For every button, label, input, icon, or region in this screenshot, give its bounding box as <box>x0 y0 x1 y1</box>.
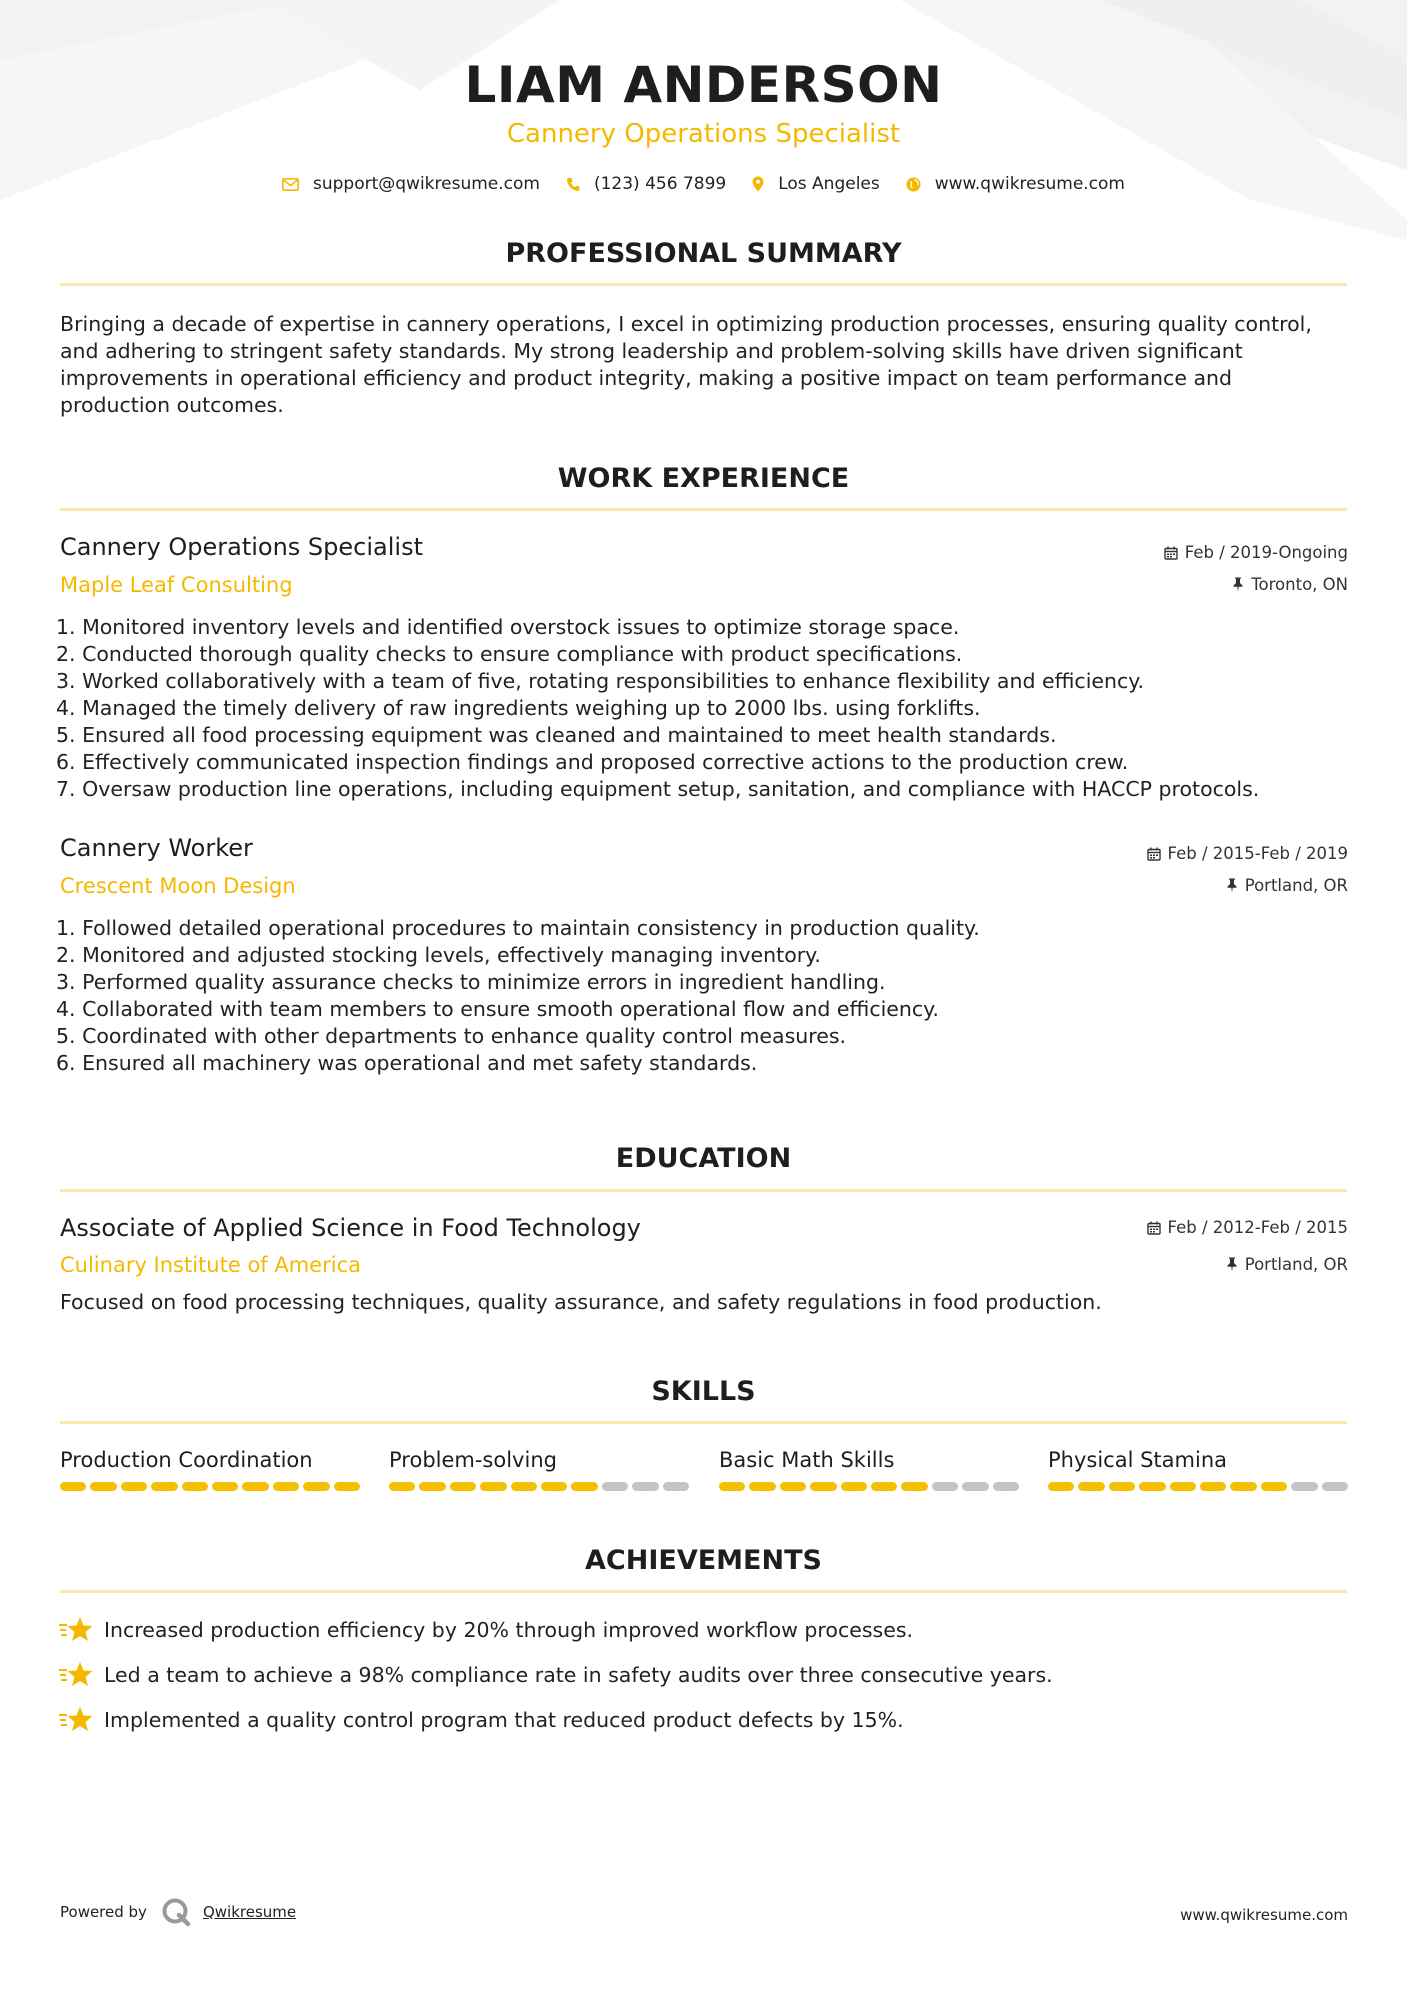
pushpin-icon <box>1226 1257 1238 1272</box>
education-dates <box>1147 1218 1348 1237</box>
summary-divider <box>60 283 1347 286</box>
footer-website[interactable]: www.qwikresume.com <box>1180 1906 1348 1924</box>
skill-dot-filled <box>810 1482 836 1491</box>
contact-website[interactable] <box>906 174 1125 194</box>
skill-dot-filled <box>90 1482 116 1491</box>
experience-heading: WORK EXPERIENCE <box>557 463 850 494</box>
skill-dot-filled <box>1109 1482 1135 1491</box>
education-dates-text: Feb / 2012-Feb / 2015 <box>1167 1218 1348 1237</box>
skill-name: Basic Math Skills <box>719 1448 895 1472</box>
website-text: www.qwikresume.com <box>934 174 1125 194</box>
job-dates-text: Feb / 2019-Ongoing <box>1184 543 1348 562</box>
skill-item <box>1048 1448 1348 1491</box>
skill-dot-filled <box>1200 1482 1226 1491</box>
contact-email[interactable] <box>282 174 540 194</box>
job-responsibilities <box>56 614 1259 803</box>
list-item: 3. Worked collaboratively with a team of five, rotating responsibilities to enhance flexibility and efficiency. <box>56 669 1145 693</box>
summary-line: Bringing a decade of expertise in cannery operations, I excel in optimizing production processes, ensuring quality control, <box>60 312 1312 336</box>
achievement-item <box>58 1660 1053 1690</box>
powered-by-label: Powered by <box>60 1903 147 1921</box>
skill-dot-empty <box>1291 1482 1317 1491</box>
email-text: support@qwikresume.com <box>313 174 540 194</box>
achievement-item <box>58 1615 913 1645</box>
skill-dot-empty <box>632 1482 658 1491</box>
job-dates-text: Feb / 2015-Feb / 2019 <box>1167 844 1348 863</box>
skill-item <box>60 1448 360 1491</box>
skill-item <box>389 1448 689 1491</box>
skill-level-meter <box>1048 1482 1348 1491</box>
skills-heading: SKILLS <box>651 1376 756 1407</box>
experience-divider <box>60 508 1347 511</box>
achievement-text: Led a team to achieve a 98% compliance rate in safety audits over three consecutive years. <box>104 1663 1053 1687</box>
skill-dot-filled <box>571 1482 597 1491</box>
phone-text: (123) 456 7899 <box>593 174 727 194</box>
job-dates <box>1147 844 1348 863</box>
summary-heading: PROFESSIONAL SUMMARY <box>505 238 902 269</box>
pushpin-icon <box>1226 878 1238 893</box>
calendar-icon <box>1164 546 1178 560</box>
skill-dot-empty <box>932 1482 958 1491</box>
phone-icon <box>566 177 580 192</box>
qwikresume-logo-icon <box>161 1897 191 1927</box>
skill-dot-filled <box>389 1482 415 1491</box>
list-item: 1. Followed detailed operational procedures to maintain consistency in production quality. <box>56 916 980 940</box>
qwikresume-link[interactable]: Qwikresume <box>202 1903 297 1921</box>
education-location <box>1226 1255 1348 1274</box>
skill-dot-filled <box>841 1482 867 1491</box>
location-text: Los Angeles <box>778 174 880 194</box>
achievements-divider <box>60 1590 1347 1593</box>
skill-dot-filled <box>450 1482 476 1491</box>
job-title: Cannery Operations Specialist <box>60 533 423 561</box>
skill-name: Problem-solving <box>389 1448 557 1472</box>
star-icon <box>58 1660 94 1690</box>
footer-powered-by <box>60 1897 296 1927</box>
skill-level-meter <box>60 1482 360 1491</box>
job-dates <box>1164 543 1348 562</box>
education-divider <box>60 1189 1347 1192</box>
summary-text <box>60 311 1350 419</box>
map-pin-icon <box>752 176 764 192</box>
star-icon <box>58 1615 94 1645</box>
skill-dot-filled <box>121 1482 147 1491</box>
contact-location <box>752 174 880 194</box>
skill-dot-filled <box>719 1482 745 1491</box>
education-location-text: Portland, OR <box>1244 1255 1348 1274</box>
skill-level-meter <box>719 1482 1019 1491</box>
achievements-heading: ACHIEVEMENTS <box>585 1545 822 1576</box>
skill-dot-filled <box>901 1482 927 1491</box>
globe-icon <box>906 177 921 192</box>
school-name: Culinary Institute of America <box>60 1253 361 1277</box>
skill-dot-filled <box>871 1482 897 1491</box>
skill-dot-filled <box>1048 1482 1074 1491</box>
skill-dot-empty <box>602 1482 628 1491</box>
achievement-text: Increased production efficiency by 20% through improved workflow processes. <box>104 1618 914 1642</box>
list-item: 2. Conducted thorough quality checks to ensure compliance with product specifications. <box>56 642 963 666</box>
skill-dot-filled <box>780 1482 806 1491</box>
skill-dot-empty <box>1322 1482 1348 1491</box>
skill-dot-filled <box>334 1482 360 1491</box>
skill-dot-empty <box>962 1482 988 1491</box>
skill-dot-filled <box>212 1482 238 1491</box>
skills-divider <box>60 1421 1347 1424</box>
list-item: 1. Monitored inventory levels and identified overstock issues to optimize storage space. <box>56 615 960 639</box>
job-location <box>1226 876 1348 895</box>
skill-dot-empty <box>663 1482 689 1491</box>
list-item: 7. Oversaw production line operations, including equipment setup, sanitation, and compliance with HACCP protocols. <box>56 777 1260 801</box>
star-icon <box>58 1705 94 1735</box>
skill-name: Production Coordination <box>60 1448 313 1472</box>
job-responsibilities <box>56 915 980 1077</box>
skill-dot-filled <box>242 1482 268 1491</box>
list-item: 4. Collaborated with team members to ensure smooth operational flow and efficiency. <box>56 997 939 1021</box>
skill-dot-filled <box>1230 1482 1256 1491</box>
job-title: Cannery Worker <box>60 834 253 862</box>
skill-dot-filled <box>1078 1482 1104 1491</box>
job-location-text: Portland, OR <box>1244 876 1348 895</box>
summary-line: and adhering to stringent safety standards. My strong leadership and problem-solving skills have driven significant <box>60 339 1243 363</box>
skill-level-meter <box>389 1482 689 1491</box>
skill-name: Physical Stamina <box>1048 1448 1228 1472</box>
candidate-name: LIAM ANDERSON <box>464 56 943 114</box>
skill-dot-filled <box>511 1482 537 1491</box>
pushpin-icon <box>1232 577 1244 592</box>
list-item: 6. Ensured all machinery was operational and met safety standards. <box>56 1051 758 1075</box>
skill-dot-filled <box>1261 1482 1287 1491</box>
contact-bar <box>0 172 1407 196</box>
skill-dot-filled <box>1170 1482 1196 1491</box>
skill-dot-empty <box>993 1482 1019 1491</box>
summary-line: production outcomes. <box>60 393 284 417</box>
skill-dot-filled <box>541 1482 567 1491</box>
job-company: Crescent Moon Design <box>60 874 296 898</box>
summary-line: improvements in operational efficiency and product integrity, making a positive impact on team performance and <box>60 366 1233 390</box>
envelope-icon <box>282 178 299 191</box>
job-location-text: Toronto, ON <box>1251 575 1348 594</box>
list-item: 4. Managed the timely delivery of raw ingredients weighing up to 2000 lbs. using forklifts. <box>56 696 981 720</box>
achievement-item <box>58 1705 904 1735</box>
list-item: 6. Effectively communicated inspection findings and proposed corrective actions to the production crew. <box>56 750 1129 774</box>
job-company: Maple Leaf Consulting <box>60 573 293 597</box>
candidate-title: Cannery Operations Specialist <box>506 119 901 149</box>
skill-dot-filled <box>1139 1482 1165 1491</box>
list-item: 3. Performed quality assurance checks to minimize errors in ingredient handling. <box>56 970 886 994</box>
skill-dot-filled <box>182 1482 208 1491</box>
skill-dot-filled <box>419 1482 445 1491</box>
skill-dot-filled <box>151 1482 177 1491</box>
calendar-icon <box>1147 847 1161 861</box>
contact-phone[interactable] <box>566 174 726 194</box>
achievement-text: Implemented a quality control program that reduced product defects by 15%. <box>104 1708 904 1732</box>
skill-dot-filled <box>749 1482 775 1491</box>
skill-item <box>719 1448 1019 1491</box>
job-location <box>1232 575 1348 594</box>
list-item: 5. Coordinated with other departments to enhance quality control measures. <box>56 1024 847 1048</box>
education-heading: EDUCATION <box>615 1143 792 1174</box>
skill-dot-filled <box>480 1482 506 1491</box>
skill-dot-filled <box>303 1482 329 1491</box>
skill-dot-filled <box>60 1482 86 1491</box>
calendar-icon <box>1147 1221 1161 1235</box>
list-item: 5. Ensured all food processing equipment was cleaned and maintained to meet health standards. <box>56 723 1057 747</box>
skill-dot-filled <box>273 1482 299 1491</box>
list-item: 2. Monitored and adjusted stocking levels, effectively managing inventory. <box>56 943 821 967</box>
degree-title: Associate of Applied Science in Food Technology <box>60 1214 641 1242</box>
education-description: Focused on food processing techniques, quality assurance, and safety regulations in food production. <box>60 1290 1102 1314</box>
